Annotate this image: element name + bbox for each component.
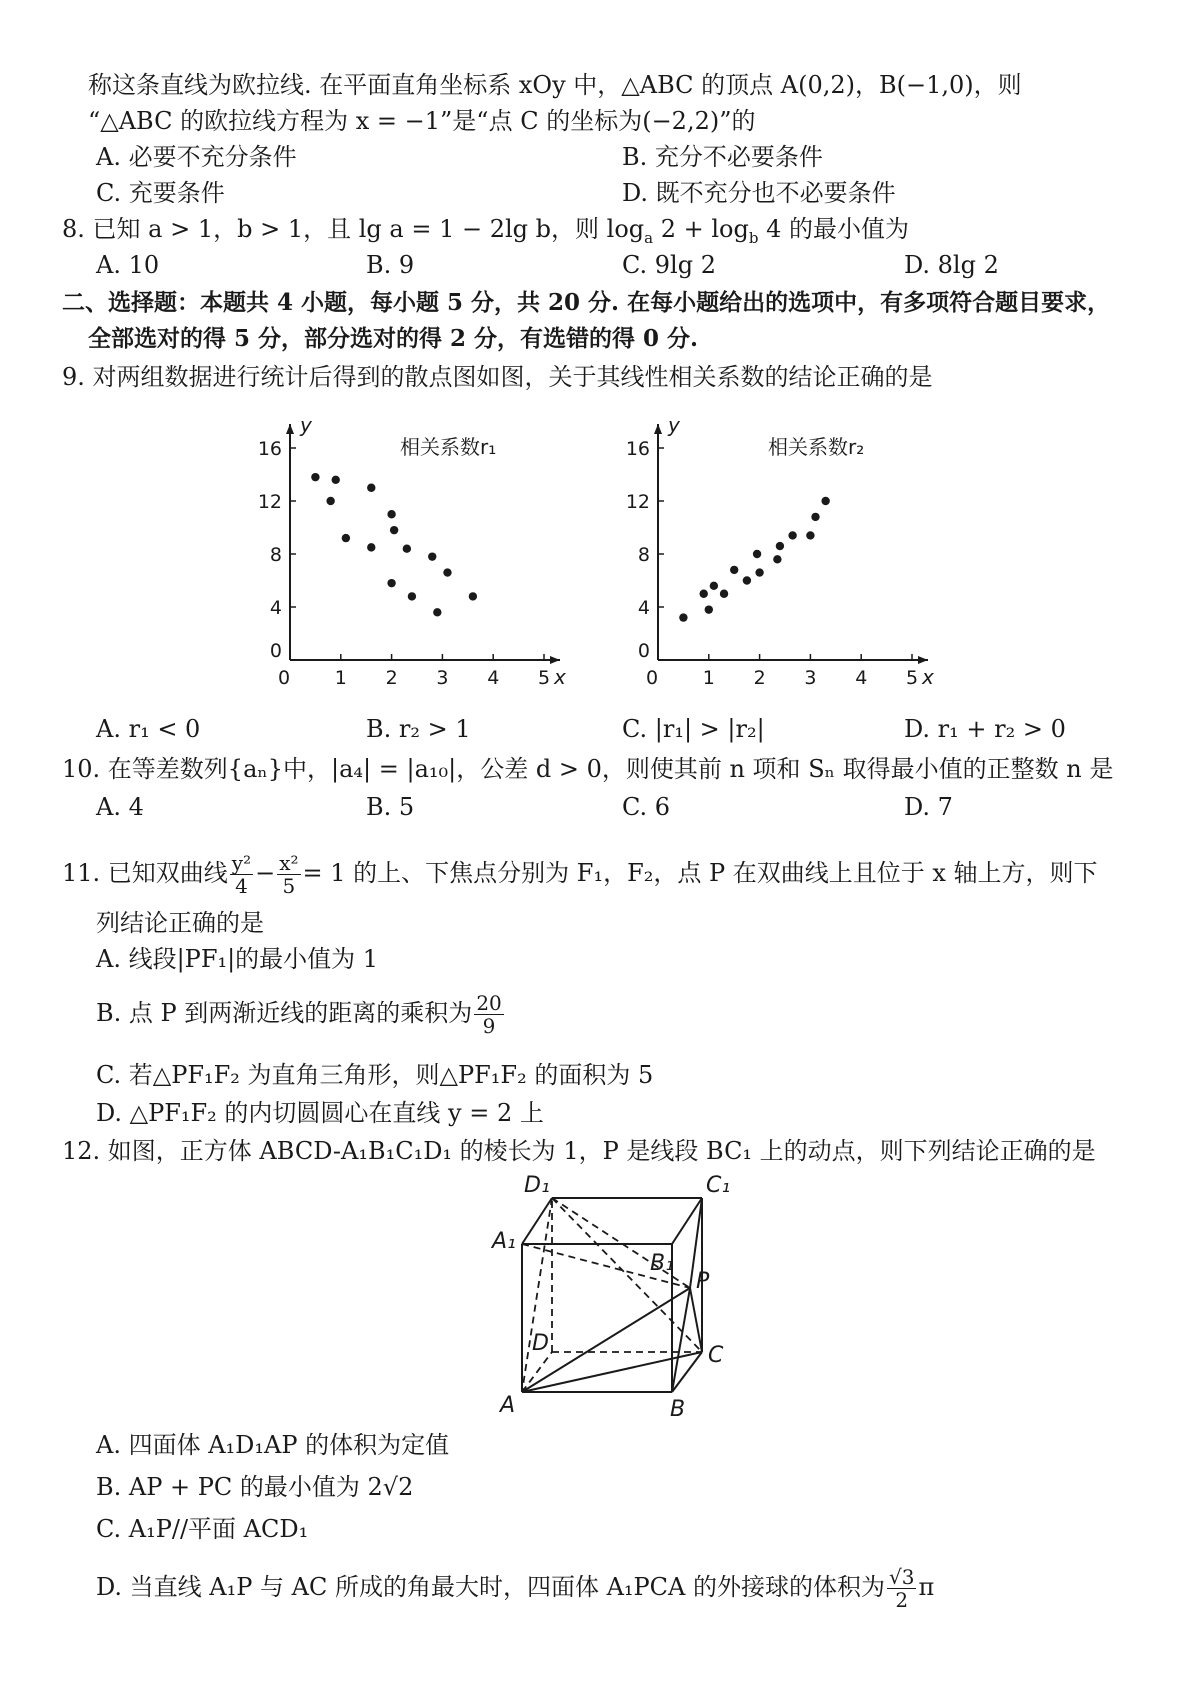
q9-option-c: C. |r₁| > |r₂| <box>622 715 765 743</box>
y-tick-label: 4 <box>637 597 650 619</box>
hidden-segment-d1-c <box>552 1198 702 1352</box>
scatter-point <box>821 497 829 505</box>
q11-option-b: B. 点 P 到两渐近线的距离的乘积为 $\frac{20}{9}$ <box>96 991 502 1038</box>
scatter-point <box>773 555 781 563</box>
vertex-label-b: B <box>670 1397 686 1422</box>
q7-option-b: B. 充分不必要条件 <box>622 143 823 171</box>
scatter-point <box>710 582 718 590</box>
scatter-point <box>408 592 416 600</box>
vertex-label-b1: B₁ <box>650 1251 674 1276</box>
q9-scatter-charts <box>0 410 1200 710</box>
y-tick-label: 12 <box>625 491 650 513</box>
q8-sub-a: a <box>644 228 654 247</box>
q7-option-c: C. 充要条件 <box>96 179 225 207</box>
scatter-point <box>753 550 761 558</box>
scatter-point <box>433 608 441 616</box>
q7-line2: “△ABC 的欧拉线方程为 x = −1”是“点 C 的坐标为(−2,2)”的 <box>88 107 756 135</box>
q9-option-d: D. r₁ + r₂ > 0 <box>904 715 1066 743</box>
x-tick-label: 4 <box>487 667 500 689</box>
scatter-point <box>469 592 477 600</box>
x-tick-label: 5 <box>906 667 919 689</box>
scatter-point <box>326 497 334 505</box>
vertex-label-d: D <box>532 1331 549 1356</box>
q9-stem: 9. 对两组数据进行统计后得到的散点图如图，关于其线性相关系数的结论正确的是 <box>62 363 933 391</box>
q8-stem: 8. 已知 a > 1，b > 1，且 lg a = 1 − 2lg b，则 $\log_a 2 + \log_b 4$ 的最小值为 <box>62 215 909 247</box>
scatter-point <box>367 484 375 492</box>
vertex-label-a1: A₁ <box>492 1229 516 1254</box>
scatter-point <box>679 613 687 621</box>
hidden-segment-d1-a <box>522 1198 552 1392</box>
y-tick-label: 16 <box>257 438 282 460</box>
vertex-label-a: A <box>500 1393 516 1418</box>
y-axis-label: y <box>668 413 680 437</box>
y-tick-label: 4 <box>269 597 282 619</box>
q9-option-b: B. r₂ > 1 <box>366 715 471 743</box>
y-axis-arrow <box>286 424 294 434</box>
segment-p-c <box>690 1288 702 1352</box>
y-tick-label: 12 <box>257 491 282 513</box>
scatter-point <box>788 531 796 539</box>
scatter-point <box>730 566 738 574</box>
scatter-chart-r1 <box>258 413 566 689</box>
x-tick-label: 2 <box>753 667 766 689</box>
vertex-label-c1: C₁ <box>706 1173 731 1198</box>
y-tick-label: 16 <box>625 438 650 460</box>
x-tick-label: 0 <box>646 667 659 689</box>
q12-option-a: A. 四面体 A₁D₁AP 的体积为定值 <box>96 1431 450 1459</box>
scatter-point <box>403 545 411 553</box>
q11-fraction-20-over-9: $\frac{20}{9}$ <box>476 991 502 1038</box>
scatter-point <box>811 513 819 521</box>
q7-option-d: D. 既不充分也不必要条件 <box>622 179 896 207</box>
section-2-heading-line2: 全部选对的得 5 分，部分选对的得 2 分，有选错的得 0 分. <box>88 325 699 352</box>
scatter-point <box>332 476 340 484</box>
q8-option-b: B. 9 <box>366 251 415 279</box>
q11-option-a: A. 线段|PF₁|的最小值为 1 <box>96 945 379 973</box>
scatter-point <box>743 576 751 584</box>
y-tick-label: 8 <box>269 544 282 566</box>
x-tick-label: 4 <box>855 667 868 689</box>
q8-option-c: C. 9lg 2 <box>622 251 716 279</box>
q11-fraction-x2-over-5: $\frac{\text{x²}}{5}$ <box>279 851 299 898</box>
x-tick-label: 2 <box>385 667 398 689</box>
q8-option-a: A. 10 <box>96 251 160 279</box>
x-axis-arrow <box>550 656 560 664</box>
scatter-point <box>700 590 708 598</box>
x-tick-label: 5 <box>538 667 551 689</box>
x-tick-label: 0 <box>278 667 291 689</box>
vertex-label-p: P <box>696 1269 710 1294</box>
q12-option-d: D. 当直线 A₁P 与 AC 所成的角最大时，四面体 A₁PCA 的外接球的体积为 $\frac{√3}{2}$ π <box>96 1565 935 1612</box>
q11-fraction-y2-over-4: $\frac{\text{y²}}{4}$ <box>231 851 252 898</box>
scatter-point <box>776 542 784 550</box>
x-tick-label: 3 <box>436 667 449 689</box>
y-axis-arrow <box>654 424 662 434</box>
scatter-point <box>367 543 375 551</box>
q10-option-b: B. 5 <box>366 793 415 821</box>
y-tick-label: 8 <box>637 544 650 566</box>
q8-sub-b: b <box>748 228 759 247</box>
q10-option-d: D. 7 <box>904 793 953 821</box>
section-2-heading-line1: 二、选择题：本题共 4 小题，每小题 5 分，共 20 分. 在每小题给出的选项中，有多项符合题目要求， <box>62 289 1111 316</box>
chart-title: 相关系数r₁ <box>400 435 497 459</box>
q11-option-c: C. 若△PF₁F₂ 为直角三角形，则△PF₁F₂ 的面积为 5 <box>96 1061 654 1089</box>
q11-option-d: D. △PF₁F₂ 的内切圆圆心在直线 y = 2 上 <box>96 1099 544 1127</box>
q10-stem: 10. 在等差数列{aₙ}中，|a₄| = |a₁₀|，公差 d > 0，则使其前 n 项和 Sₙ 取得最小值的正整数 n 是 <box>62 755 1114 783</box>
y-tick-label: 0 <box>269 640 282 662</box>
scatter-point <box>720 590 728 598</box>
x-axis-label: x <box>922 665 934 689</box>
x-tick-label: 3 <box>804 667 817 689</box>
scatter-point <box>428 552 436 560</box>
vertex-label-d1: D₁ <box>524 1173 550 1198</box>
scatter-point <box>443 568 451 576</box>
q7-line1: 称这条直线为欧拉线. 在平面直角坐标系 xOy 中，△ABC 的顶点 A(0,2)，B(−1,0)，则 <box>88 71 1022 99</box>
q12-stem: 12. 如图，正方体 ABCD-A₁B₁C₁D₁ 的棱长为 1，P 是线段 BC₁ 上的动点，则下列结论正确的是 <box>62 1137 1096 1165</box>
x-axis-arrow <box>918 656 928 664</box>
scatter-point <box>311 473 319 481</box>
q8-option-d: D. 8lg 2 <box>904 251 999 279</box>
scatter-point <box>387 579 395 587</box>
q10-option-a: A. 4 <box>96 793 144 821</box>
scatter-point <box>806 531 814 539</box>
q12-fraction-sqrt3-over-2: $\frac{√3}{2}$ <box>889 1565 915 1612</box>
scatter-point <box>387 510 395 518</box>
scatter-point <box>342 534 350 542</box>
scatter-point <box>755 568 763 576</box>
q9-option-a: A. r₁ < 0 <box>96 715 201 743</box>
segment-p-b <box>672 1288 690 1392</box>
x-tick-label: 1 <box>702 667 715 689</box>
vertex-label-c: C <box>708 1343 724 1368</box>
q7-option-a: A. 必要不充分条件 <box>96 143 297 171</box>
scatter-point <box>390 526 398 534</box>
q12-option-b: B. AP + PC 的最小值为 2√2 <box>96 1473 414 1501</box>
y-axis-label: y <box>300 413 312 437</box>
chart-title: 相关系数r₂ <box>768 435 865 459</box>
scatter-point <box>705 605 713 613</box>
q12-cube-diagram <box>0 1168 1200 1428</box>
edge-a1-d1 <box>522 1198 552 1244</box>
scatter-chart-r2 <box>626 413 934 689</box>
q10-option-c: C. 6 <box>622 793 671 821</box>
x-tick-label: 1 <box>334 667 347 689</box>
q11-line2: 列结论正确的是 <box>96 909 264 937</box>
x-axis-label: x <box>554 665 566 689</box>
y-tick-label: 0 <box>637 640 650 662</box>
q12-option-c: C. A₁P//平面 ACD₁ <box>96 1515 309 1543</box>
q11-stem: 11. 已知双曲线 $\frac{\text{y²}}{4}$ − $\frac{\text{x²}}{5}$ = 1 的上、下焦点分别为 F₁，F₂，点 P 在双曲线上且位于 x 轴上方，则下 <box>62 851 1098 898</box>
